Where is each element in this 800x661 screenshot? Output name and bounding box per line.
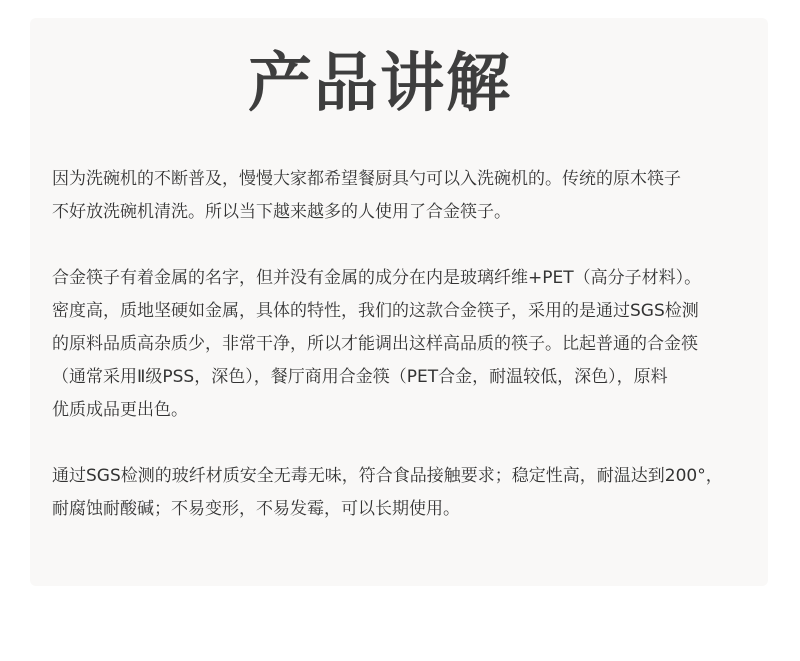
paragraph-material bbox=[52, 262, 762, 427]
text-line: 优质成品更出色。 bbox=[52, 400, 188, 420]
paragraph-safety bbox=[52, 460, 762, 526]
text-line: 的原料品质高杂质少，非常干净，所以才能调出这样高品质的筷子。比起普通的合金筷 bbox=[52, 334, 698, 354]
text-line: 不好放洗碗机清洗。所以当下越来越多的人使用了合金筷子。 bbox=[52, 202, 511, 222]
text-line: 合金筷子有着金属的名字，但并没有金属的成分在内是玻璃纤维+PET（高分子材料）。 bbox=[52, 268, 702, 288]
page-title: 产品讲解 bbox=[248, 47, 512, 121]
text-line: 密度高，质地坚硬如金属，具体的特性，我们的这款合金筷子，采用的是通过SGS检测 bbox=[52, 301, 699, 321]
text-line: 通过SGS检测的玻纤材质安全无毒无味，符合食品接触要求；稳定性高，耐温达到200°， bbox=[52, 466, 723, 486]
text-line: （通常采用Ⅱ级PSS，深色），餐厅商用合金筷（PET合金，耐温较低，深色），原料 bbox=[52, 367, 668, 387]
paragraph-intro bbox=[52, 163, 762, 229]
article-body bbox=[52, 163, 762, 559]
text-line: 因为洗碗机的不断普及，慢慢大家都希望餐厨具勺可以入洗碗机的。传统的原木筷子 bbox=[52, 169, 681, 189]
text-line: 耐腐蚀耐酸碱；不易变形，不易发霉，可以长期使用。 bbox=[52, 499, 460, 519]
